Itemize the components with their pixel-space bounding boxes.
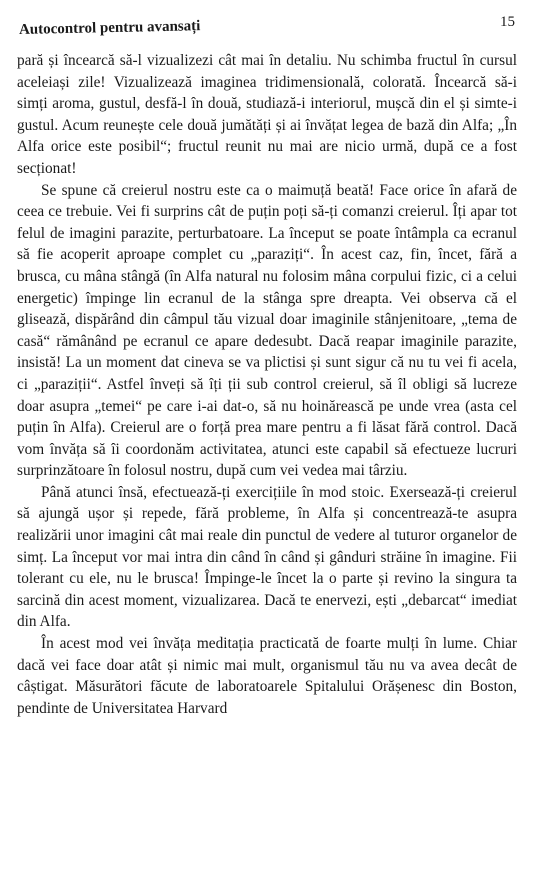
page-number: 15: [500, 14, 515, 30]
paragraph: Se spune că creierul nostru este ca o maimuță beată! Face orice în afară de ceea ce trebuie. Vei fi surprins cât de puțin poți să-ți comanzi creierul. Îți apar tot felul de imagini parazite, perturbatoare. La început se poate întâmpla ca ecranul să fie acoperit aproape complet cu „paraziți“. În acest caz, fin, încet, fără a brusca, cu mâna stângă (în Alfa natural nu folosim mâna corpului fizic, ci a celui energetic) împinge lin ecranul de la stânga spre dreapta. Vei observa că el glisează, dispărând din câmpul tău vizual doar imaginile stânjenitoare, „tema de casă“ rămânând pe ecranul ce apare dedesubt. Dacă reapar imaginile parazite, insistă! La un moment dat cineva se va plictisi și sunt sigur că nu tu vei fi acela, ci „paraziții“. Astfel înveți să îți ții sub control creierul, să îl obligi să lucreze doar asupra „temei“ pe care i-ai dat-o, să nu hoinărească pe unde vrea (asta cel puțin în Alfa). Creierul are o forță prea mare pentru a fi lăsat fără control. Dacă vom învăța să îi coordonăm activitatea, atunci este capabil să efectueze lucruri surprinzătoare în folosul nostru, după cum vei vedea mai târziu.: [17, 181, 517, 480]
body-text: [17, 50, 517, 719]
running-header: [17, 10, 517, 50]
running-header-title: Autocontrol pentru avansați: [18, 18, 201, 38]
paragraph: Până atunci însă, efectuează-ți exercițiile în mod stoic. Exersează-ți creierul să ajungă ușor și repede, fără probleme, în Alfa și concentrează-te asupra realizării unor imagini cât mai reale din punctul de vedere al tuturor organelor de simț. La început vor mai intra din când în când și gânduri străine în imagine. Fii tolerant cu ele, nu le brusca! Împinge-le încet la o parte și revino la singura ta sarcină din acest moment, vizualizarea. Dacă te enervezi, ești „debarcat“ imediat din Alfa.: [17, 483, 517, 631]
paragraph-continued: pară și încearcă să-l vizualizezi cât mai în detaliu. Nu schimba fructul în cursul aceleiași zile! Vizualizează imaginea tridimensională, colorată. Încearcă să-i simți aroma, gustul, desfă-l în două, studiază-i interiorul, mușcă din el și simte-i gustul. Acum reunește cele două jumătăți și ai învățat legea de bază din Alfa; „În Alfa orice este posibil“; fructul reunit nu mai are nicio urmă, după ce a fost secționat!: [17, 52, 517, 177]
paragraph: În acest mod vei învăța meditația practicată de foarte mulți în lume. Chiar dacă vei face doar atât și nimic mai mult, organismul tău nu va avea decât de câștigat. Măsurători făcute de laboratoarele Spitalului Orășenesc din Boston, pendinte de Universitatea Harvard: [17, 635, 517, 717]
